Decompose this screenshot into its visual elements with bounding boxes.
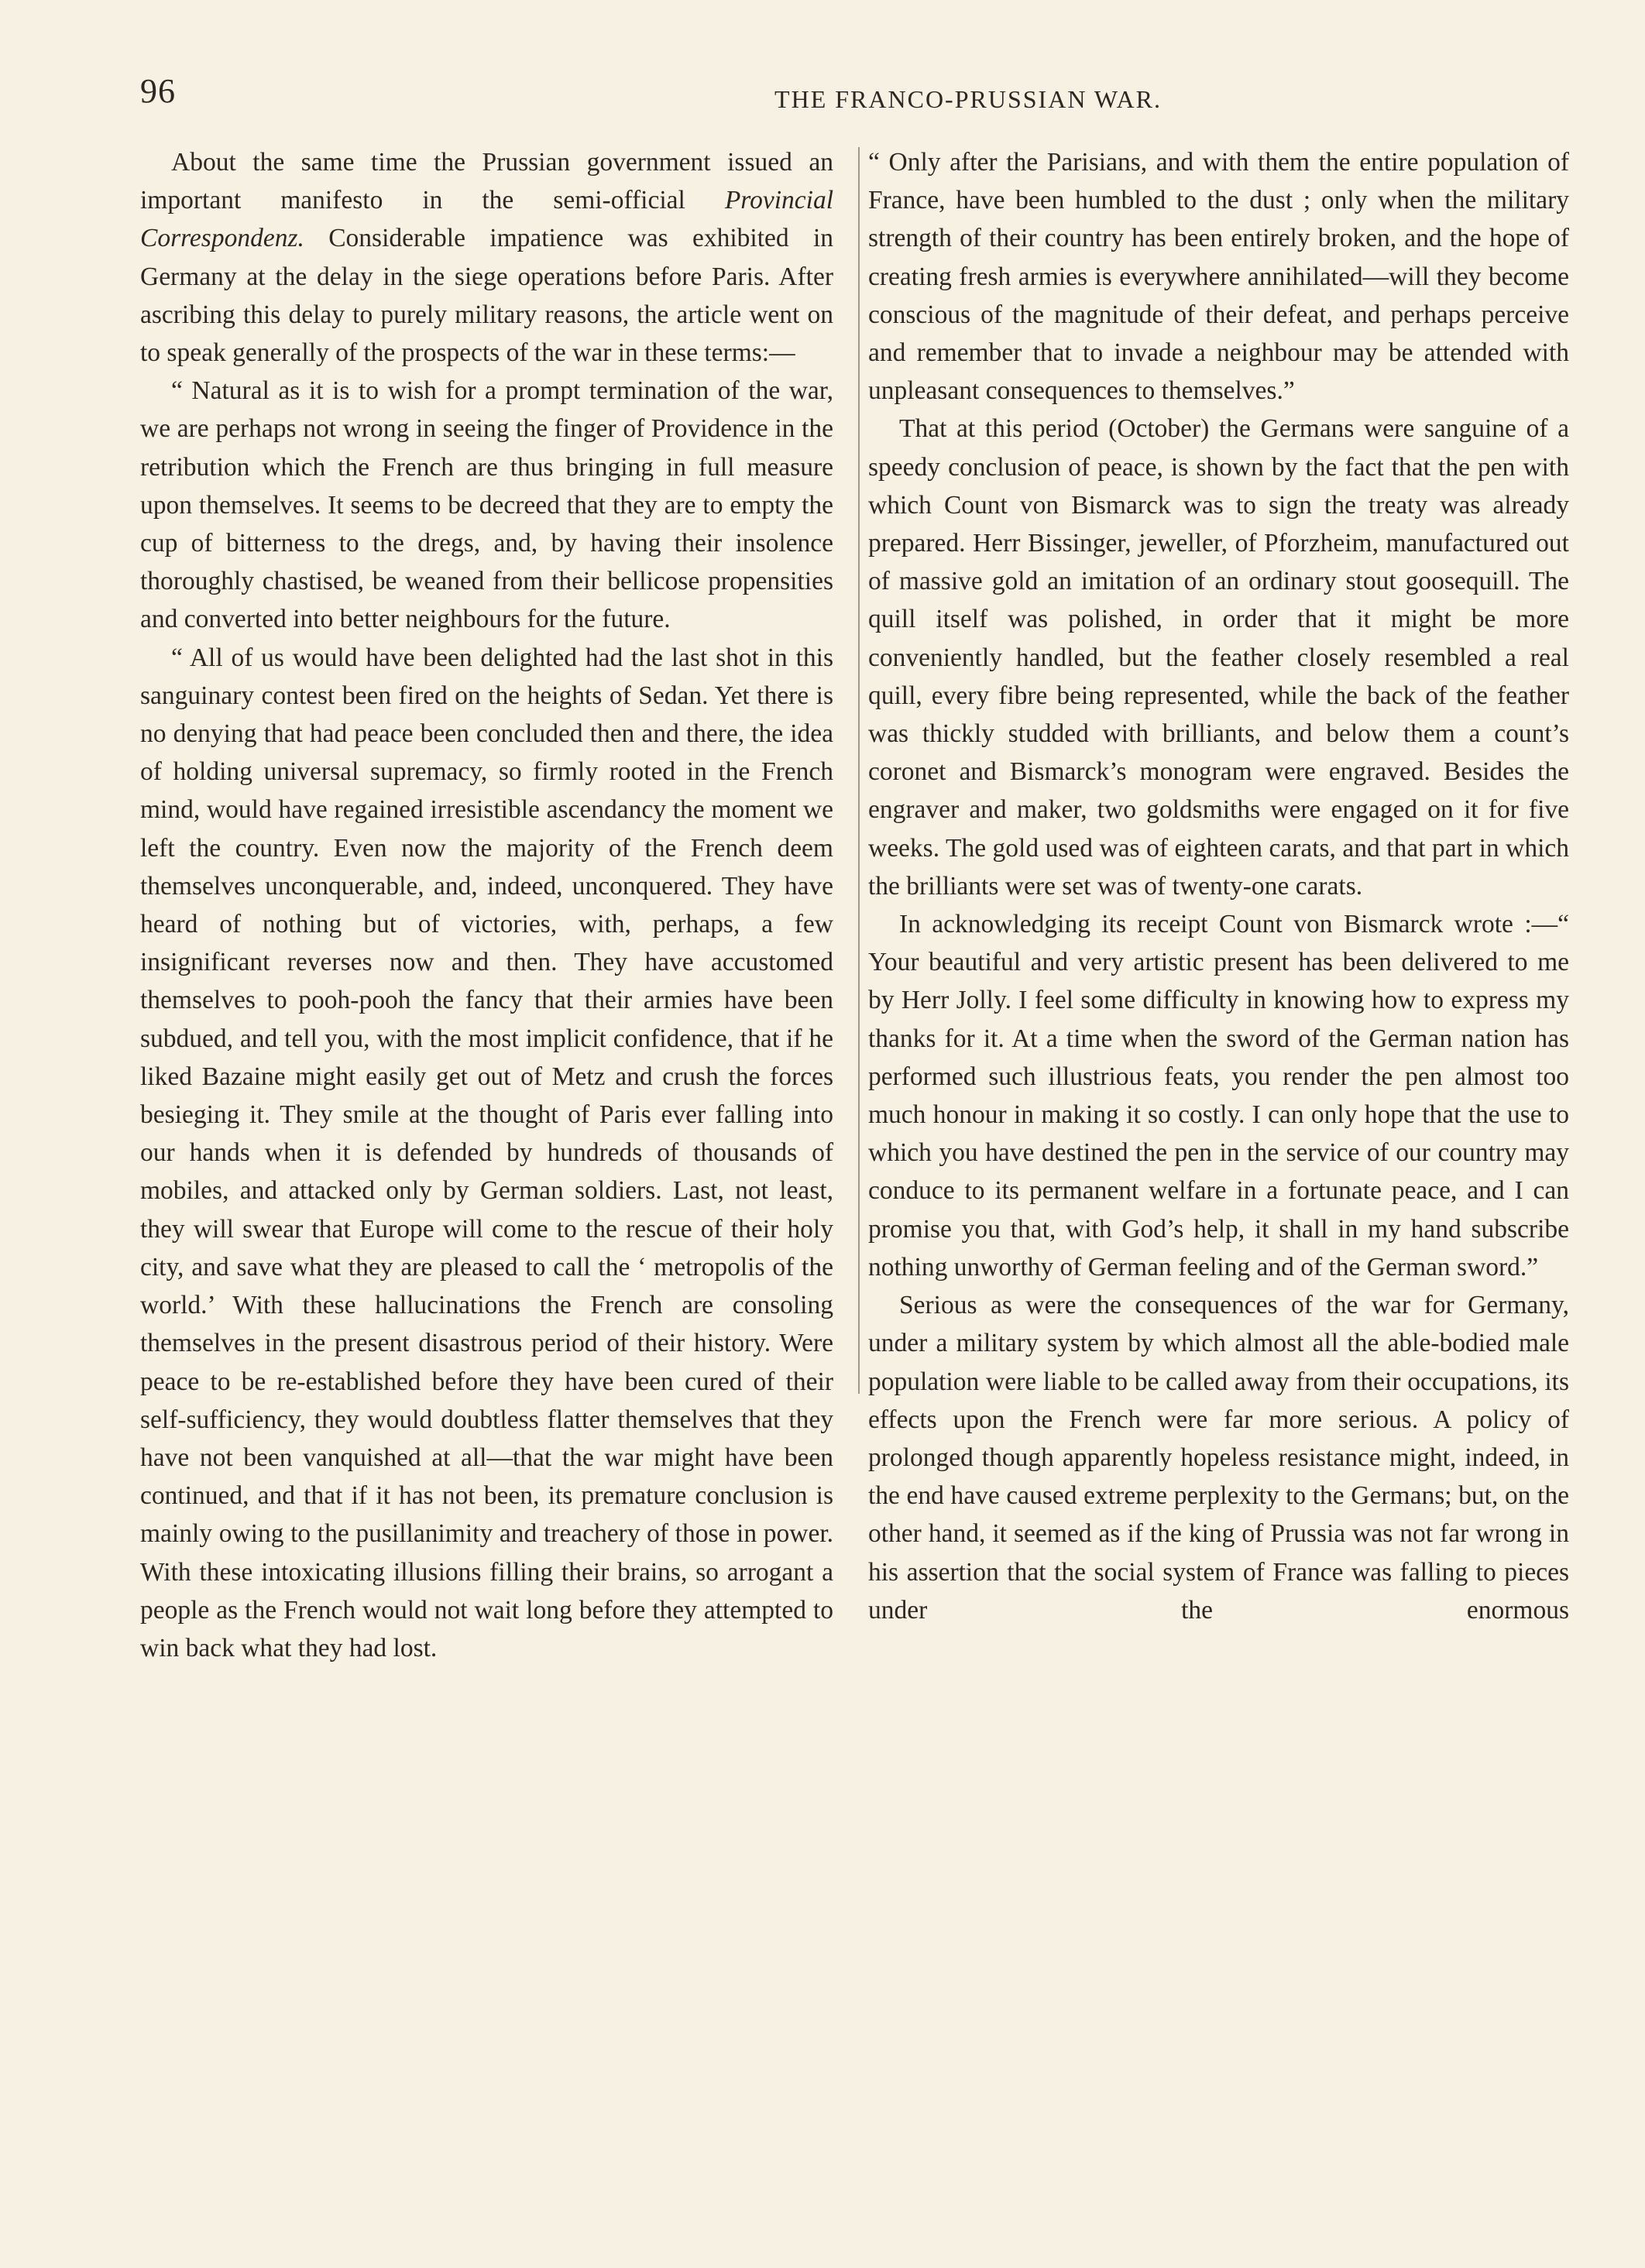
page-number: 96 — [140, 72, 176, 110]
right-paragraph-3: In acknowledging its receipt Count von Bismarck wrote :—“ Your beautiful and very artistic present has been delivered to me by Herr Jolly. I feel some difficulty in knowing how to express my thanks for it. At a time when the sword of the German nation has performed such illustrious feats, you render the pen almost too much honour in making it so costly. I can only hope that the use to which you have destined the pen in the service of our country may conduce to its permanent welfare in a fortunate peace, and I can promise you that, with God’s help, it shall in my hand subscribe nothing unworthy of German feeling and of the German sword.” — [868, 910, 1569, 1282]
right-paragraph-2: That at this period (October) the Germans were sanguine of a speedy conclusion of peace, is shown by the fact that the pen with which Count von Bismarck was to sign the treaty was already prepared. Herr Bissinger, jeweller, of Pforzheim, manufactured out of massive gold an imitation of an ordinary stout goosequill. The quill itself was polished, in order that it might be more conveniently handled, but the feather closely resembled a real quill, every fibre being represented, while the back of the feather was thickly studded with brilliants, and below them a count’s coronet and Bismarck’s monogram were engraved. Besides the engraver and maker, two goldsmiths were engaged on it for five weeks. The gold used was of eighteen carats, and that part in which the brilliants were set was of twenty-one carats. — [868, 414, 1569, 901]
left-paragraph-1 — [140, 143, 833, 372]
left-column — [140, 143, 833, 1667]
column-divider — [858, 147, 860, 1394]
left-p1-text-after: Considerable impatience was exhibited in Germany at the delay in the siege operations before Paris. After ascribing this delay to purely military reasons, the article went on to speak generally of the prospects of the war in these terms:— — [140, 224, 833, 368]
right-paragraph-1: “ Only after the Parisians, and with them the entire population of France, have been humbled to the dust ; only when the military strength of their country has been entirely broken, and the hope of creating fresh armies is everywhere annihilated—will they become conscious of the magnitude of their defeat, and perhaps perceive and remember that to invade a neighbour may be attended with unpleasant consequences to themselves.” — [868, 148, 1569, 406]
left-p1-text-before: About the same time the Prussian government issued an important manifesto in the semi-official — [140, 148, 833, 215]
left-paragraph-2: “ Natural as it is to wish for a prompt termination of the war, we are perhaps not wrong in seeing the finger of Providence in the retribution which the French are thus bringing in full measure upon themselves. It seems to be decreed that they are to empty the cup of bitterness to the dregs, and, by having their insolence thoroughly chastised, be weaned from their bellicose propensities and converted into better neighbours for the future. — [140, 376, 833, 634]
left-paragraph-3: “ All of us would have been delighted had the last shot in this sanguinary contest been fired on the heights of Sedan. Yet there is no denying that had peace been concluded then and there, the idea of holding universal supremacy, so firmly rooted in the French mind, would have regained irresistible ascendancy the moment we left the country. Even now the majority of the French deem themselves unconquerable, and, indeed, unconquered. They have heard of nothing but of victories, with, perhaps, a few insignificant reverses now and then. They have accustomed themselves to pooh-pooh the fancy that their armies have been subdued, and tell you, with the most implicit confidence, that if he liked Bazaine might easily get out of Metz and crush the forces besieging it. They smile at the thought of Paris ever falling into our hands when it is defended by hundreds of thousands of mobiles, and attacked only by German soldiers. Last, not least, they will swear that Europe will come to the rescue of their holy city, and save what they are pleased to call the ‘ metropolis of the world.’ With these hallucinations the French are consoling themselves in the present disastrous period of their history. Were peace to be re-established before they have been cured of their self-sufficiency, they would doubtless flatter themselves that they have not been vanquished at all—that the war might have been continued, and that if it has not been, its premature conclusion is mainly owing to the pusillanimity and treachery of those in power. With these intoxicating illusions filling their brains, so arrogant a people as the French would not wait long before they attempted to win back what they had lost. — [140, 643, 833, 1662]
newspaper-title: Provincial Correspondenz. — [140, 186, 833, 253]
right-paragraph-4: Serious as were the consequences of the war for Germany, under a military system by which almost all the able-bodied male population were liable to be called away from their occupations, its effects upon the French were far more serious. A policy of prolonged though apparently hopeless resistance might, indeed, in the end have caused extreme perplexity to the Germans; but, on the other hand, it seemed as if the king of Prussia was not far wrong in his assertion that the social system of France was falling to pieces under the enormous — [868, 1291, 1569, 1625]
running-title: THE FRANCO-PRUSSIAN WAR. — [774, 85, 1162, 113]
right-column — [868, 143, 1569, 1629]
